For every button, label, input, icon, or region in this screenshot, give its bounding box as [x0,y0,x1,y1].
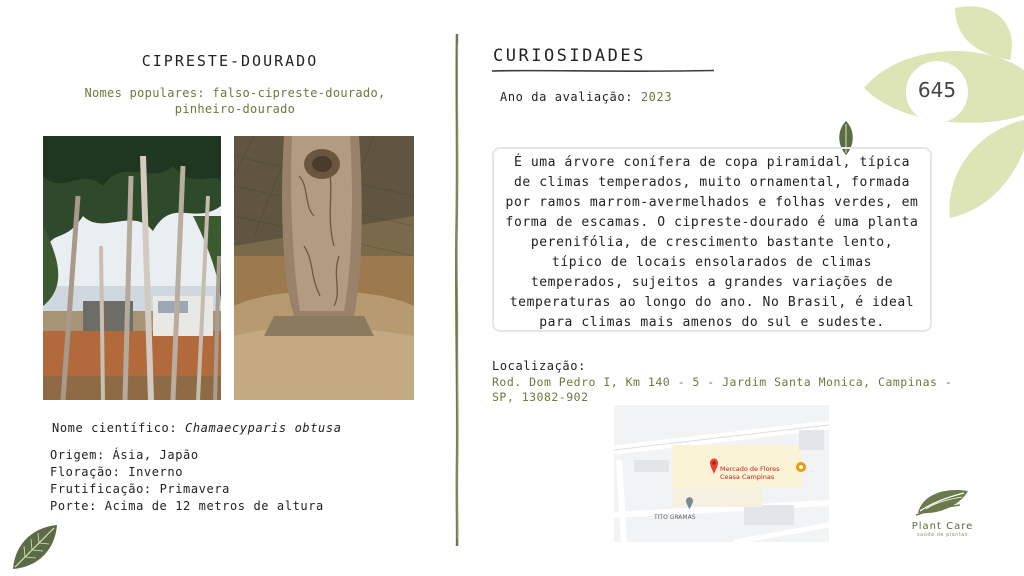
detail-label: Frutificação: [50,482,152,496]
plant-care-logo-icon [914,485,972,517]
map-place-line2: Ceasa Campinas [720,473,775,481]
scientific-name-value: Chamaecyparis obtusa [185,421,342,435]
scientific-name [52,421,342,435]
evaluation-year-label: Ano da avaliação: [500,90,634,104]
logo-name: Plant Care [911,521,974,532]
map-place-line1: Mercado de Flores [720,465,780,473]
logo-tagline: saúde de plantas [917,532,968,538]
map-nearby-label: TITO GRAMAS [654,514,696,521]
detail-fruiting [50,481,324,498]
popular-names [50,85,420,117]
location-label: Localização: [492,359,586,373]
location-map[interactable] [614,405,829,542]
plant-details [50,447,324,515]
plant-title: CIPRESTE-DOURADO [141,52,319,70]
description-box [492,147,932,332]
leaf-icon-bottom-left [10,522,60,572]
detail-label: Floração: [50,465,121,479]
tree-photo [43,136,221,400]
column-divider [453,34,461,546]
detail-value: Ásia, Japão [112,448,199,462]
detail-value: Primavera [159,482,230,496]
evaluation-year-value: 2023 [640,90,673,104]
score-value: 645 [917,78,957,102]
detail-flowering [50,464,324,481]
leaf-shape-bottom [950,120,1024,218]
detail-label: Porte: [50,499,97,513]
curiosities-title: CURIOSIDADES [493,46,646,66]
trunk-photo [234,136,414,400]
detail-size [50,498,324,515]
detail-value: Inverno [128,465,184,479]
detail-value: Acima de 12 metros de altura [104,499,324,513]
description-text: É uma árvore conífera de copa piramidal, típica de climas temperados, muito ornamental, formada por ramos marrom-avermelhados e folhas verdes, em forma de escamas. O cipreste-dourado é uma planta perenifólia, de crescimento bastante lento, típico de locais ensolarados de climas temperados, sujeitos a grandes variações de temperaturas ao longo do ano. No Brasil, é ideal para climas mais amenos do sul e sudeste. [505,155,919,330]
popular-names-value: falso-cipreste-dourado, pinheiro-dourado [174,86,386,116]
location-address: Rod. Dom Pedro I, Km 140 - 5 - Jardim Santa Monica, Campinas - SP, 13082-902 [492,375,953,404]
map-marker-orange-icon [796,462,806,472]
title-underline [492,68,714,74]
popular-names-label: Nomes populares: [84,86,205,100]
evaluation-year [500,90,672,104]
detail-label: Origem: [50,448,105,462]
scientific-name-label: Nome científico: [52,421,178,435]
detail-origin [50,447,324,464]
plant-care-logo [900,485,985,545]
